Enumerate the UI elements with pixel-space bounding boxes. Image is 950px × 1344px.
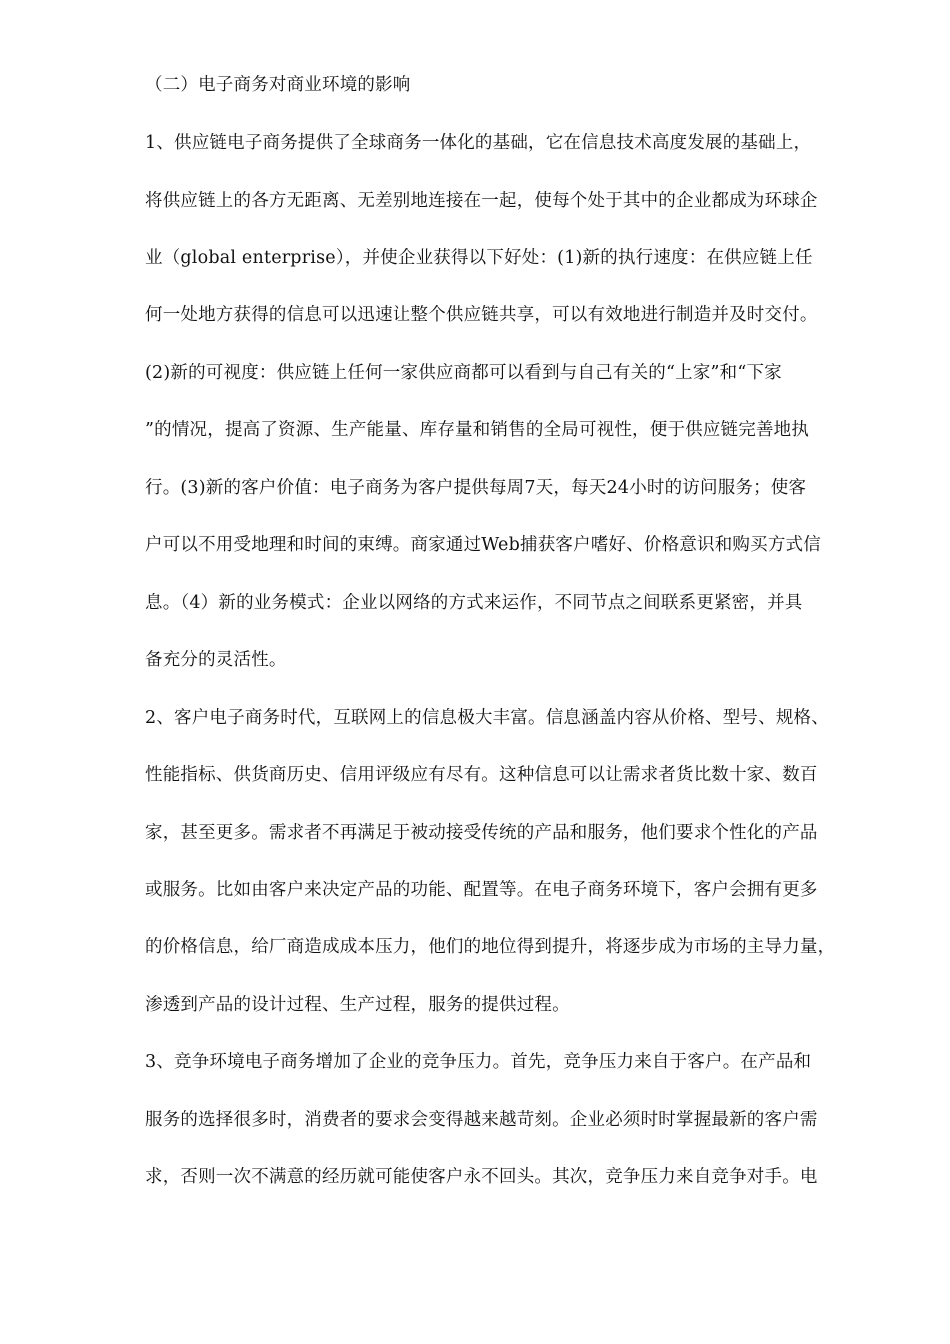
paragraph-line: 将供应链上的各方无距离、无差别地连接在一起，使每个处于其中的企业都成为环球企 [145, 191, 818, 211]
paragraph-line: 渗透到产品的设计过程、生产过程，服务的提供过程。 [145, 995, 570, 1015]
paragraph-line: (2)新的可视度：供应链上任何一家供应商都可以看到与自己有关的“上家”和“下家 [145, 363, 782, 383]
paragraph-line: 户可以不用受地理和时间的束缚。商家通过Web捕获客户嗜好、价格意识和购买方式信 [145, 535, 821, 555]
paragraph-line: 3、竞争环境电子商务增加了企业的竞争压力。首先，竞争压力来自于客户。在产品和 [145, 1052, 812, 1072]
paragraph-line: 2、客户电子商务时代，互联网上的信息极大丰富。信息涵盖内容从价格、型号、规格、 [145, 708, 829, 728]
paragraph-line: 行。(3)新的客户价值：电子商务为客户提供每周7天，每天24小时的访问服务；使客 [145, 478, 807, 498]
paragraph-line: 性能指标、供货商历史、信用评级应有尽有。这种信息可以让需求者货比数十家、数百 [145, 765, 818, 785]
paragraph-line: 的价格信息，给厂商造成成本压力，他们的地位得到提升，将逐步成为市场的主导力量， [145, 937, 836, 957]
paragraph-line: 业（global enterprise），并使企业获得以下好处：(1)新的执行速度：在供应链上任 [145, 248, 813, 268]
paragraph-line: 备充分的灵活性。 [145, 650, 287, 670]
paragraph-line: 1、供应链电子商务提供了全球商务一体化的基础，它在信息技术高度发展的基础上， [145, 133, 812, 153]
paragraph-line: 家，甚至更多。需求者不再满足于被动接受传统的产品和服务，他们要求个性化的产品 [145, 823, 818, 843]
section-heading: （二）电子商务对商业环境的影响 [145, 75, 411, 95]
paragraph-line: ”的情况，提高了资源、生产能量、库存量和销售的全局可视性，便于供应链完善地执 [145, 420, 810, 440]
paragraph-line: 或服务。比如由客户来决定产品的功能、配置等。在电子商务环境下，客户会拥有更多 [145, 880, 818, 900]
paragraph-line: 息。（4）新的业务模式：企业以网络的方式来运作，不同节点之间联系更紧密，并具 [145, 593, 803, 613]
paragraph-line: 求，否则一次不满意的经历就可能使客户永不回头。其次，竞争压力来自竞争对手。电 [145, 1167, 818, 1187]
paragraph-line: 服务的选择很多时，消费者的要求会变得越来越苛刻。企业必须时时掌握最新的客户需 [145, 1110, 818, 1130]
paragraph-line: 何一处地方获得的信息可以迅速让整个供应链共享，可以有效地进行制造并及时交付。 [145, 305, 818, 325]
